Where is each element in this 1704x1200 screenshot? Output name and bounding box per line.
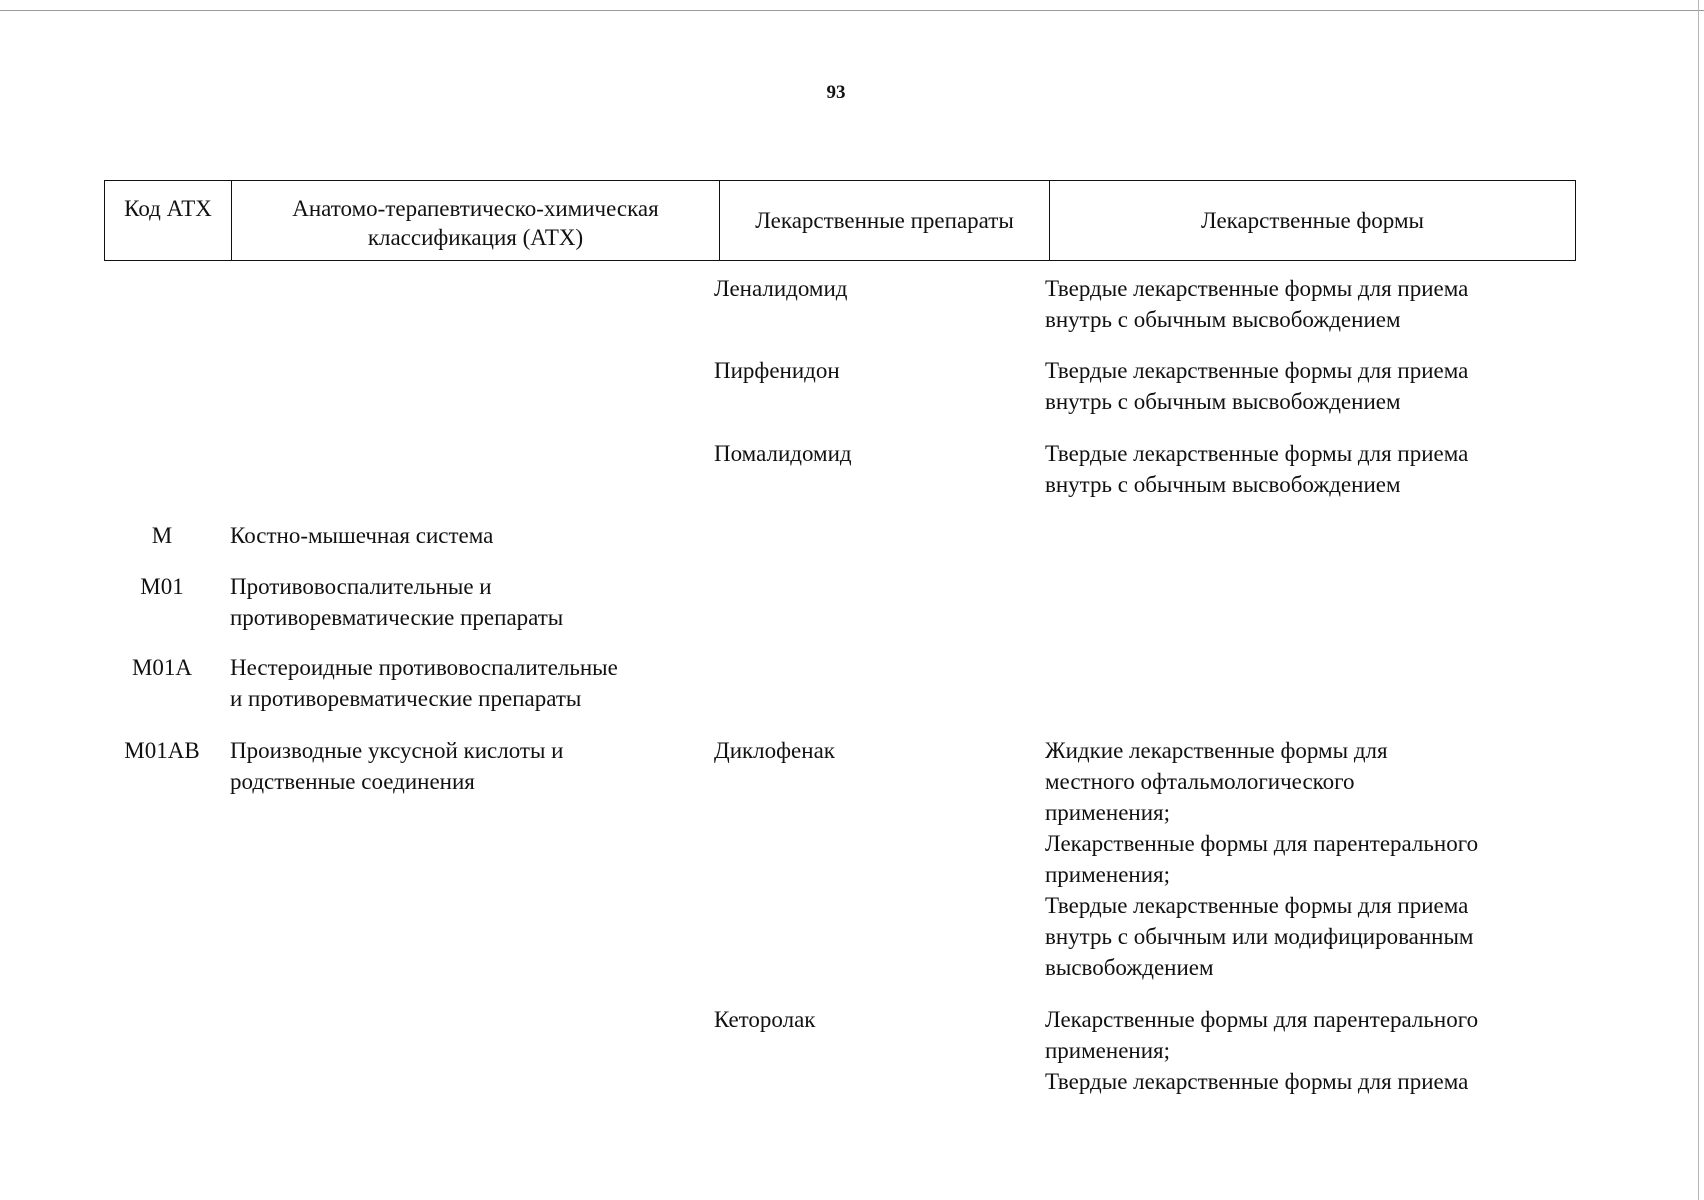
- header-code: Код АТХ: [124, 196, 212, 221]
- form-line: применения;: [1045, 1038, 1170, 1063]
- header-forms: Лекарственные формы: [1049, 181, 1575, 260]
- atc-code: M01AB: [124, 738, 200, 763]
- form-line: применения;: [1045, 800, 1170, 825]
- form-line: внутрь с обычным или модифицированным: [1045, 924, 1474, 949]
- page-number: 93: [826, 82, 846, 103]
- drug-name: Помалидомид: [714, 441, 852, 466]
- form-line: высвобождением: [1045, 955, 1214, 980]
- form-line: Лекарственные формы для парентерального: [1045, 831, 1479, 856]
- drug-name: Леналидомид: [714, 276, 848, 301]
- form-line: Лекарственные формы для парентерального: [1045, 1007, 1479, 1032]
- classification-line: Противовоспалительные и: [230, 574, 492, 599]
- form-line: местного офтальмологического: [1045, 769, 1355, 794]
- form-line: Твердые лекарственные формы для приема: [1045, 358, 1469, 383]
- atc-code: M01: [140, 574, 184, 599]
- form-line: внутрь с обычным высвобождением: [1045, 307, 1401, 332]
- form-line: Жидкие лекарственные формы для: [1045, 738, 1388, 763]
- drug-name: Диклофенак: [714, 738, 835, 763]
- form-line: внутрь с обычным высвобождением: [1045, 389, 1401, 414]
- header-drugs: Лекарственные препараты: [719, 181, 1049, 260]
- form-line: Твердые лекарственные формы для приема: [1045, 893, 1469, 918]
- classification-line: противоревматические препараты: [230, 605, 564, 630]
- header-classification: Анатомо-терапевтическо-химическая классификация (АТХ): [231, 181, 719, 260]
- drug-name: Пирфенидон: [714, 358, 840, 383]
- scan-edge-top: [0, 10, 1704, 11]
- drug-name: Кеторолак: [714, 1007, 816, 1032]
- form-line: Твердые лекарственные формы для приема: [1045, 441, 1469, 466]
- atc-code: M: [151, 523, 173, 548]
- classification-line: Производные уксусной кислоты и: [230, 738, 564, 763]
- form-line: Твердые лекарственные формы для приема: [1045, 276, 1469, 301]
- classification-line: Нестероидные противовоспалительные: [230, 655, 618, 680]
- form-line: применения;: [1045, 862, 1170, 887]
- classification-line: Костно-мышечная система: [230, 523, 494, 548]
- form-line: внутрь с обычным высвобождением: [1045, 472, 1401, 497]
- classification-line: и противоревматические препараты: [230, 686, 582, 711]
- table-header: [104, 180, 1576, 261]
- atc-code: M01A: [131, 655, 193, 680]
- form-line: Твердые лекарственные формы для приема: [1045, 1069, 1469, 1094]
- scan-edge-right: [1698, 0, 1699, 1200]
- classification-line: родственные соединения: [230, 769, 475, 794]
